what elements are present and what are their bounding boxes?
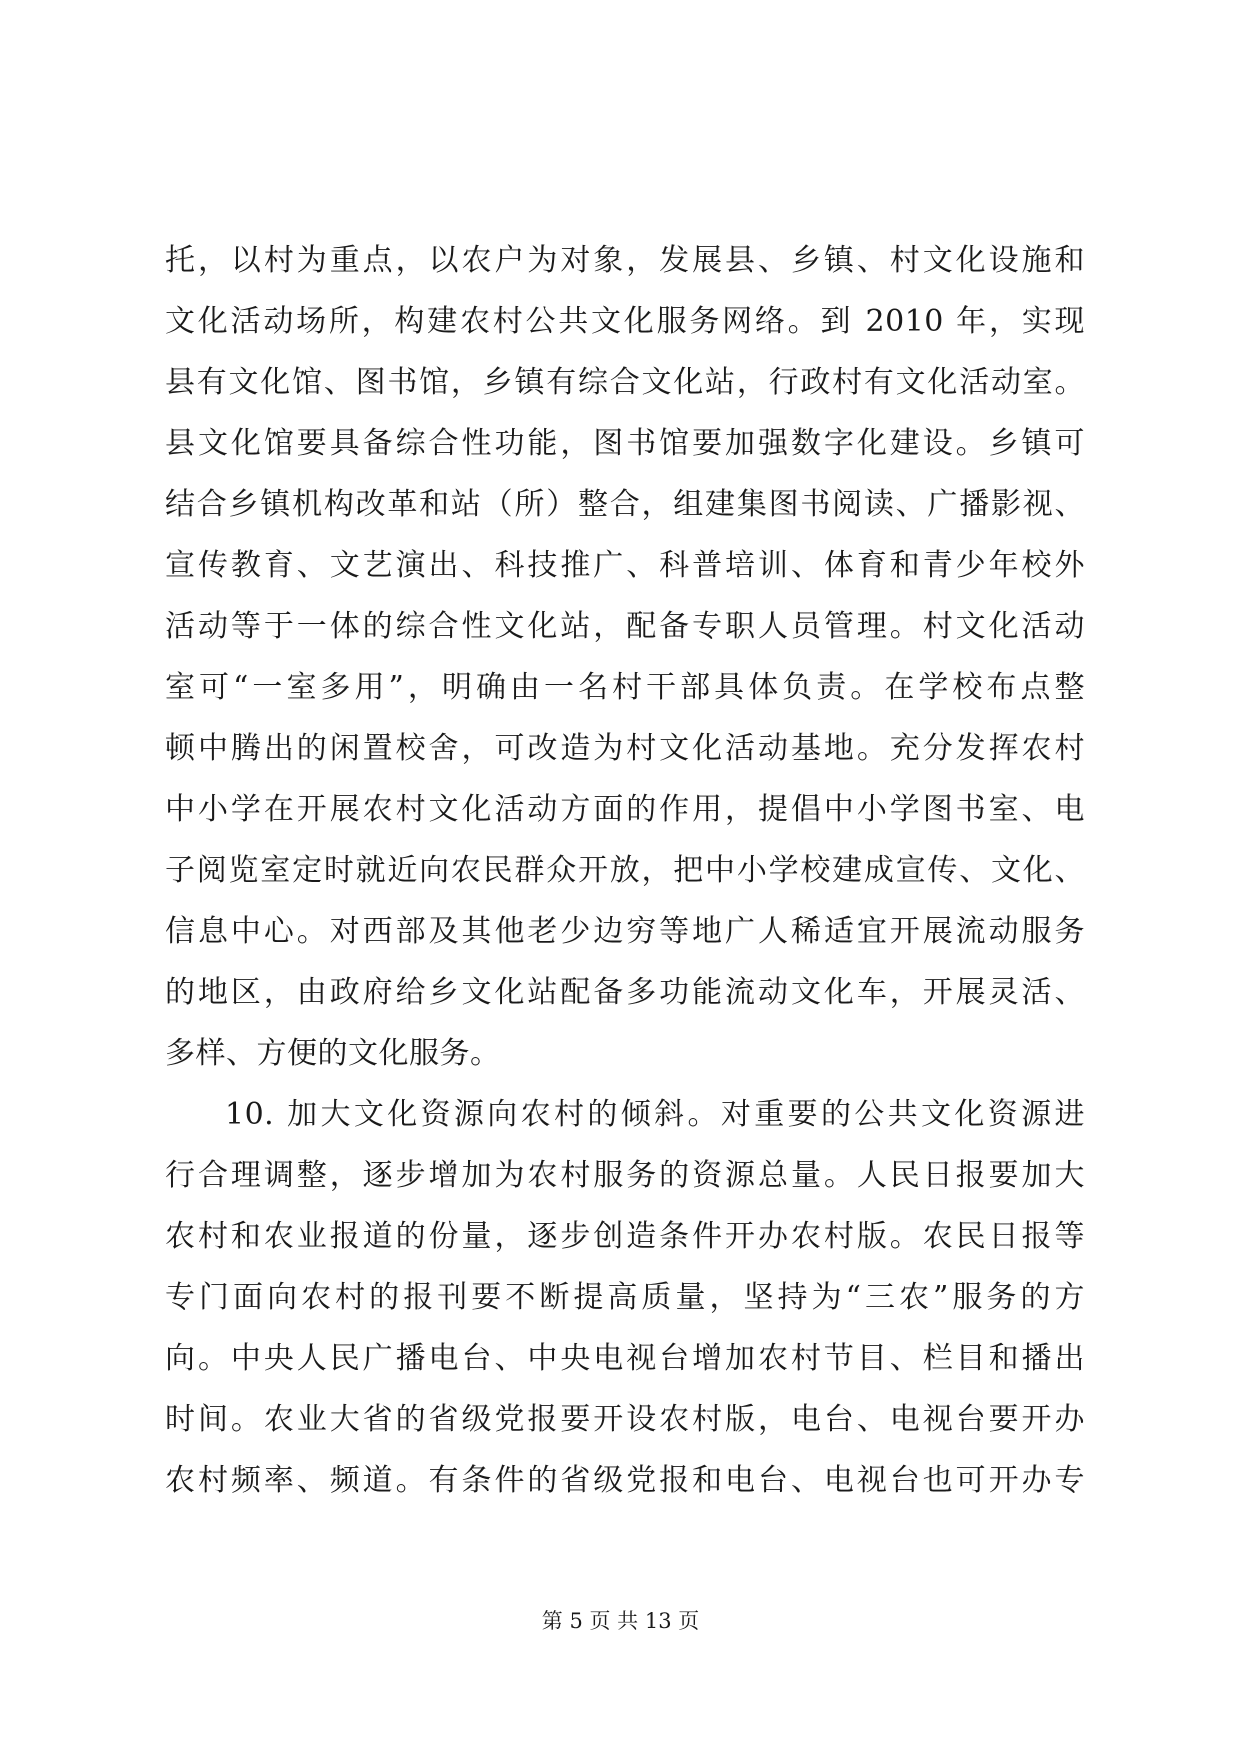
text-line: 多样、方便的文化服务。 bbox=[165, 1036, 501, 1071]
body-text bbox=[165, 230, 1085, 1511]
text-line: 顿中腾出的闲置校舍，可改造为村文化活动基地。充分发挥农村 bbox=[165, 731, 1085, 766]
text-line: 结合乡镇机构改革和站（所）整合，组建集图书阅读、广播影视、 bbox=[165, 487, 1085, 522]
text-line: 文化活动场所，构建农村公共文化服务网络。到 2010 年，实现 bbox=[165, 304, 1085, 339]
text-line: 时间。农业大省的省级党报要开设农村版，电台、电视台要开办 bbox=[165, 1402, 1085, 1437]
text-line: 室可“一室多用”，明确由一名村干部具体负责。在学校布点整 bbox=[165, 670, 1085, 705]
text-line: 信息中心。对西部及其他老少边穷等地广人稀适宜开展流动服务 bbox=[165, 914, 1085, 949]
text-line: 县有文化馆、图书馆，乡镇有综合文化站，行政村有文化活动室。 bbox=[165, 365, 1085, 400]
text-line: 向。中央人民广播电台、中央电视台增加农村节目、栏目和播出 bbox=[165, 1341, 1085, 1376]
page-number-footer: 第 5 页 共 13 页 bbox=[541, 1609, 700, 1633]
text-line: 宣传教育、文艺演出、科技推广、科普培训、体育和青少年校外 bbox=[165, 548, 1085, 583]
text-line: 托，以村为重点，以农户为对象，发展县、乡镇、村文化设施和 bbox=[165, 243, 1085, 278]
text-line: 的地区，由政府给乡文化站配备多功能流动文化车，开展灵活、 bbox=[165, 975, 1085, 1010]
paragraph-start-line: 10. 加大文化资源向农村的倾斜。对重要的公共文化资源进 bbox=[225, 1097, 1085, 1132]
text-line: 活动等于一体的综合性文化站，配备专职人员管理。村文化活动 bbox=[165, 609, 1085, 644]
text-line: 农村频率、频道。有条件的省级党报和电台、电视台也可开办专 bbox=[165, 1463, 1085, 1498]
text-line: 中小学在开展农村文化活动方面的作用，提倡中小学图书室、电 bbox=[165, 792, 1085, 827]
text-line: 子阅览室定时就近向农民群众开放，把中小学校建成宣传、文化、 bbox=[165, 853, 1085, 888]
text-line: 行合理调整，逐步增加为农村服务的资源总量。人民日报要加大 bbox=[165, 1158, 1085, 1193]
text-line: 专门面向农村的报刊要不断提高质量，坚持为“三农”服务的方 bbox=[165, 1280, 1085, 1315]
text-line: 农村和农业报道的份量，逐步创造条件开办农村版。农民日报等 bbox=[165, 1219, 1085, 1254]
text-line: 县文化馆要具备综合性功能，图书馆要加强数字化建设。乡镇可 bbox=[165, 426, 1085, 461]
